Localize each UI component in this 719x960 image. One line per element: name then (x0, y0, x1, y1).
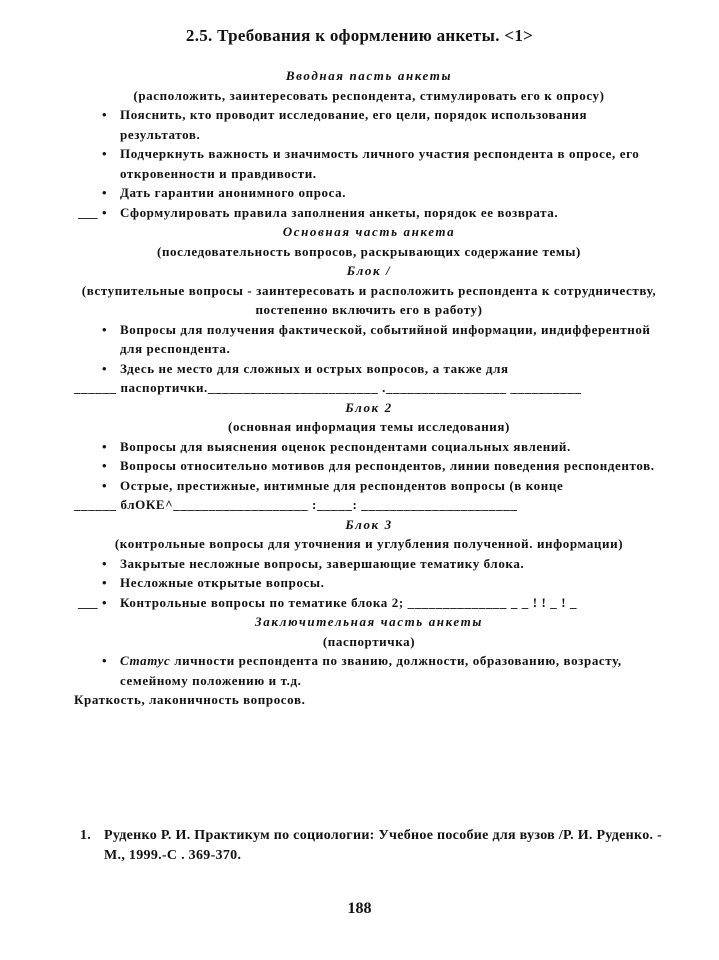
bullet-icon: • (102, 146, 108, 161)
list-item (74, 456, 664, 476)
bullet-icon: • (102, 204, 108, 220)
leading-underline: ___ (78, 204, 98, 220)
list-item (74, 573, 664, 593)
block1-heading: Блок / (346, 263, 392, 278)
list-item (74, 359, 664, 379)
list-item-text: Дать гарантии анонимного опроса. (120, 185, 347, 200)
page-number: 188 (347, 900, 372, 917)
main-heading: Основная часть анкета (282, 224, 456, 239)
intro-subheading: (расположить, заинтересовать респондента, стимулировать его к опросу) (133, 87, 605, 103)
bullet-icon: • (102, 438, 108, 454)
main-subheading: (последовательность вопросов, раскрывающих содержание темы) (157, 243, 581, 259)
bullet-icon: • (102, 107, 108, 122)
list-item-text: Закрытые несложные вопросы, завершающие тематику блока. (120, 555, 525, 571)
closing-subheading: (паспортичка) (322, 633, 416, 649)
bullet-icon: • (102, 185, 108, 200)
list-item (74, 183, 664, 203)
questionnaire-structure (74, 66, 664, 710)
list-item (74, 203, 664, 223)
list-item-text: Вопросы для получения фактической, событийной информации, индифферентной для респондента. (120, 321, 651, 356)
list-item-text: Контрольные вопросы по тематике блока 2; ______________ _ _ ! ! _ ! _ (120, 594, 578, 610)
closing-heading: Заключительная часть анкеты (255, 614, 483, 629)
block2-subheading: (основная информация темы исследования) (228, 419, 510, 434)
block2-trail-line: ______ блОКЕ^___________________ :_____: ______________________ (74, 497, 518, 512)
footnote (74, 826, 664, 866)
closing-note: Краткость, лаконичность вопросов. (74, 692, 306, 707)
list-item-text: Здесь не место для сложных и острых вопросов, а также для (120, 360, 509, 376)
bullet-icon: • (102, 458, 108, 473)
list-item (74, 593, 664, 613)
status-term: Статус (120, 653, 171, 668)
block3-subheading: (контрольные вопросы для уточнения и углубления полученной. информации) (114, 536, 624, 551)
list-item (74, 144, 664, 183)
list-item (74, 320, 664, 359)
list-item-text: Вопросы относительно мотивов для респондентов, линии поведения респондентов. (120, 458, 655, 473)
list-item-text: Острые, престижные, интимные для респондентов вопросы (в конце (120, 477, 564, 493)
footnote-number: 1. (80, 828, 92, 843)
bullet-icon: • (102, 321, 108, 337)
footnote-text: Руденко Р. И. Практикум по социологии: Учебное пособие для вузов /Р. И. Руденко. - М., 1999.-С . 369-370. (104, 828, 663, 863)
bullet-icon: • (102, 575, 108, 590)
leading-underline: ___ (78, 594, 98, 610)
block1-subheading: (вступительные вопросы - заинтересовать и расположить респондента к сотрудничеству, постепенно включить его в работу) (81, 282, 657, 317)
section-title: 2.5. Требования к оформлению анкеты. <1> (185, 26, 534, 45)
list-item (74, 437, 664, 457)
list-item-text: Сформулировать правила заполнения анкеты, порядок ее возврата. (120, 204, 559, 220)
bullet-icon: • (102, 360, 108, 376)
bullet-icon: • (102, 594, 108, 610)
list-item-text: Пояснить, кто проводит исследование, его цели, порядок использования результатов. (120, 107, 588, 142)
intro-heading: Вводная пасть анкеты (285, 68, 453, 83)
block3-heading: Блок 3 (345, 516, 393, 532)
bullet-icon: • (102, 477, 108, 493)
bullet-icon: • (102, 555, 108, 571)
bullet-icon: • (102, 653, 108, 668)
list-item-text: личности респондента по званию, должности, образованию, возрасту, семейному положению и т.д. (120, 653, 622, 688)
block2-heading: Блок 2 (345, 399, 393, 415)
list-item-text: Несложные открытые вопросы. (120, 575, 325, 590)
list-item (74, 476, 664, 496)
list-item (74, 554, 664, 574)
list-item-text: Подчеркнуть важность и значимость личного участия респондента в опросе, его откровенности и правдивости. (120, 146, 640, 181)
list-item (74, 105, 664, 144)
block1-trail-line: ______ паспортички.________________________ ._________________ __________ (74, 380, 582, 395)
list-item-text: Вопросы для выяснения оценок респондентами социальных явлений. (120, 438, 571, 454)
list-item (74, 651, 664, 690)
